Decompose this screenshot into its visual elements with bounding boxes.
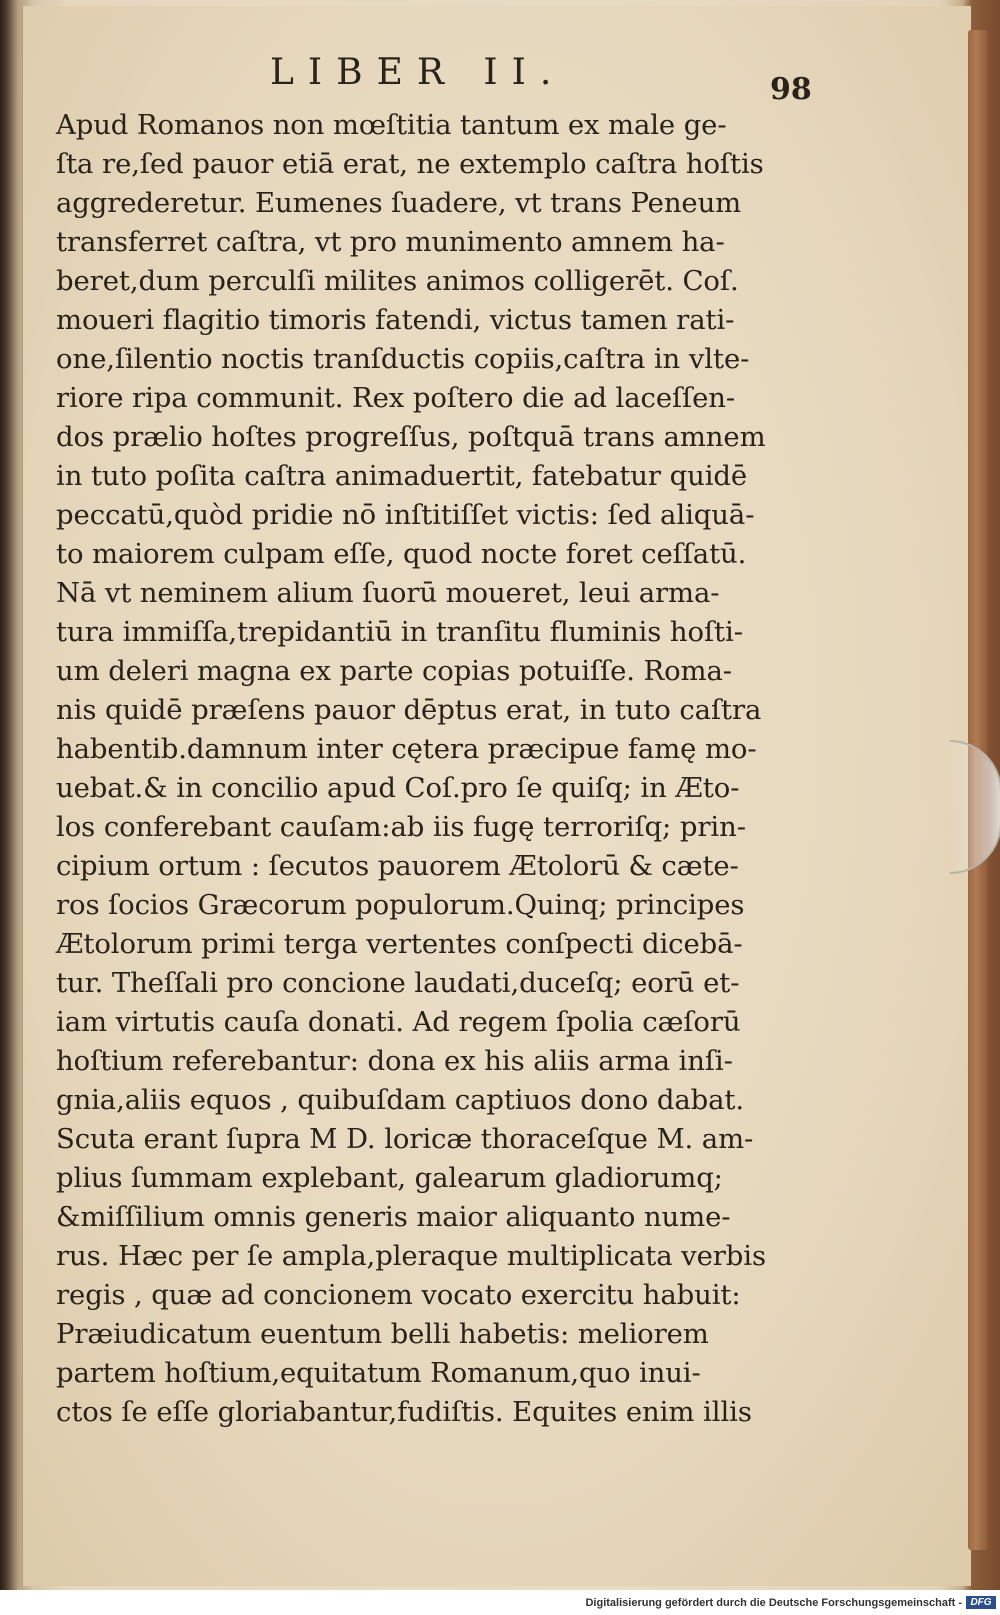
text-line: regis , quæ ad concionem vocato exercitu habuit: (56, 1279, 741, 1311)
text-line: hoſtium referebantur: dona ex his aliis arma inſi- (56, 1045, 733, 1077)
text-line: Scuta erant ſupra M D. loricæ thoraceſque M. am- (56, 1123, 754, 1155)
text-line: gnia,aliis equos , quibuſdam captiuos dono dabat. (56, 1084, 745, 1116)
text-line: &miſſilium omnis generis maior aliquanto nume- (56, 1201, 731, 1233)
text-line: tur. Theſſali pro concione laudati,duceſq; eorū et- (56, 967, 740, 999)
text-line: cipium ortum : ſecutos pauorem Ætolorū & cæte- (56, 850, 739, 882)
text-line: moueri flagitio timoris fatendi, victus tamen rati- (56, 304, 735, 336)
text-line: Præiudicatum euentum belli habetis: meliorem (56, 1318, 709, 1350)
text-line: to maiorem culpam eſſe, quod nocte foret ceſſatū. (56, 538, 747, 570)
text-line: tura immiſſa,trepidantiū in tranſitu fluminis hoſti- (56, 616, 743, 648)
text-line: um deleri magna ex parte copias potuiſſe. Roma- (56, 655, 732, 687)
text-line: ros ſocios Græcorum populorum.Quinq; principes (56, 889, 745, 921)
dfg-logo: DFG (966, 1596, 996, 1609)
text-line: Ætolorum primi terga vertentes conſpecti dicebā- (56, 928, 743, 960)
text-line: transferret caſtra, vt pro munimento amnem ha- (56, 226, 725, 258)
text-line: dos prælio hoſtes progreſſus, poſtquā trans amnem (56, 421, 766, 453)
text-line: nis quidē præſens pauor dēptus erat, in tuto caſtra (56, 694, 762, 726)
text-line: rus. Hæc per ſe ampla,pleraque multiplicata verbis (56, 1240, 767, 1272)
text-line: ctos ſe eſſe gloriabantur,fudiſtis. Equites enim illis (56, 1396, 752, 1428)
text-line: riore ripa communit. Rex poſtero die ad laceſſen- (56, 382, 736, 414)
text-line: Nā vt neminem alium ſuorū moueret, leui arma- (56, 577, 720, 609)
page-number: 98 (770, 72, 812, 107)
text-line: in tuto poſita caſtra animaduertit, fatebatur quidē (56, 460, 748, 492)
text-line: habentib.damnum inter cętera præcipue famę mo- (56, 733, 757, 765)
text-line: iam virtutis cauſa donati. Ad regem ſpolia cæſorū (56, 1006, 741, 1038)
text-line: one,ſilentio noctis tranſductis copiis,caſtra in vlte- (56, 343, 750, 375)
text-line: los conferebant cauſam:ab iis fugę terroriſq; prin- (56, 811, 746, 843)
body-text (56, 106, 836, 1432)
running-head: LIBER II. (270, 52, 566, 93)
text-line: partem hoſtium,equitatum Romanum,quo inui- (56, 1357, 701, 1389)
text-line: Apud Romanos non mœſtitia tantum ex male ge- (56, 109, 727, 141)
text-line: aggrederetur. Eumenes ſuadere, vt trans Peneum (56, 187, 742, 219)
text-line: uebat.& in concilio apud Coſ.pro ſe quiſq; in Æto- (56, 772, 740, 804)
text-line: beret,dum perculſi milites animos colligerēt. Coſ. (56, 265, 739, 297)
text-line: peccatū,quòd pridie nō inſtitiſſet victis: ſed aliquā- (56, 499, 755, 531)
text-line: ſta re,ſed pauor etiā erat, ne extemplo caſtra hoſtis (56, 148, 764, 180)
footer-credit: Digitalisierung gefördert durch die Deutsche Forschungsgemeinschaft - (585, 1597, 962, 1609)
text-line: plius ſummam explebant, galearum gladiorumq; (56, 1162, 723, 1194)
